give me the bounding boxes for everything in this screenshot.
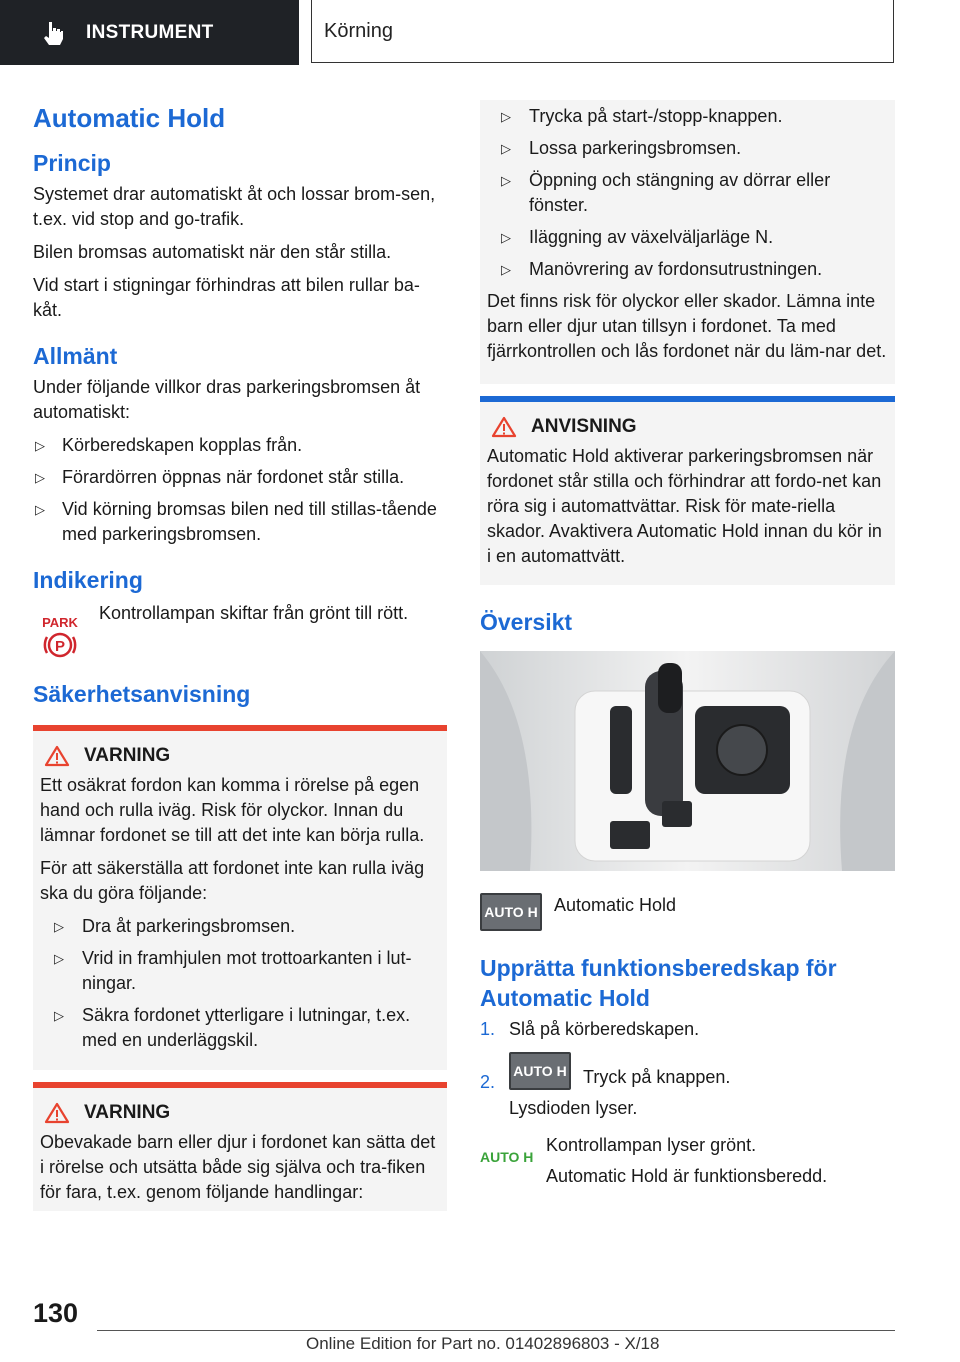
caption-text: Automatic Hold	[554, 895, 677, 915]
center-console-photo	[480, 651, 895, 871]
page-title: Automatic Hold	[33, 103, 226, 133]
section-label: INSTRUMENT	[86, 21, 214, 43]
button-caption-row	[480, 893, 895, 931]
page-number: 130	[33, 1298, 79, 1328]
triangle-bullet-icon: ▷	[501, 109, 511, 124]
svg-text:P: P	[54, 638, 66, 655]
hand-pointer-icon	[40, 20, 66, 46]
triangle-bullet-icon: ▷	[501, 173, 511, 188]
list-item: ▷ Öppning och stängning av dörrar eller fönster.	[501, 170, 831, 215]
triangle-bullet-icon: ▷	[501, 262, 511, 277]
warning-box	[33, 1082, 447, 1211]
condition-list	[33, 433, 447, 547]
notice-box	[480, 396, 895, 585]
triangle-bullet-icon: ▷	[501, 230, 511, 245]
svg-text:PARK: PARK	[42, 615, 78, 630]
triangle-bullet-icon: ▷	[54, 919, 64, 934]
upprata-heading: Upprätta funktionsberedskap för Automatic Hold	[480, 955, 837, 1011]
list-item: ▷ Dra åt parkeringsbromsen.	[40, 914, 440, 939]
indikering-heading: Indikering	[33, 567, 143, 593]
warning-title: VARNING	[40, 1102, 440, 1124]
paragraph: Under följande villkor dras parkeringsbromsen åt automatiskt:	[33, 377, 421, 422]
warning-box	[33, 725, 447, 1070]
list-item: ▷ Körberedskapen kopplas från.	[33, 433, 447, 458]
list-item: ▷ Trycka på start-/stopp-knappen.	[487, 104, 888, 129]
footer-divider	[97, 1330, 895, 1331]
warning-triangle-icon	[44, 1102, 70, 1124]
ready-text: Automatic Hold är funktionsberedd.	[546, 1166, 828, 1186]
paragraph: Ett osäkrat fordon kan komma i rörelse på egen hand och rulla iväg. Risk för olyckor. Innan du lämnar fordonet se till att det inte kan börja rulla.	[40, 775, 425, 845]
chapter-tab	[311, 0, 894, 63]
warning-triangle-icon	[44, 745, 70, 767]
warning-list	[40, 914, 440, 1053]
princip-heading: Princip	[33, 150, 111, 176]
warning-continuation-box	[480, 100, 895, 384]
right-column	[480, 100, 895, 1189]
paragraph: Obevakade barn eller djur i fordonet kan sätta det i rörelse och utsätta både sig själva och tra-fiken för fara, t.ex. genom följande handlingar:	[40, 1132, 436, 1202]
list-item: ▷ Manövrering av fordonsutrustningen.	[487, 257, 888, 282]
list-item: ▷ Vid körning bromsas bilen ned till stillas-tående med parkeringsbromsen.	[35, 499, 437, 544]
step-list	[480, 1017, 895, 1121]
triangle-bullet-icon: ▷	[54, 1008, 64, 1023]
notice-title: ANVISNING	[487, 416, 888, 438]
chapter-label: Körning	[324, 19, 393, 42]
indicator-text: Kontrollampan skiftar från grönt till rött.	[99, 603, 409, 623]
page-header	[0, 0, 960, 66]
green-indicator-row	[480, 1133, 895, 1189]
paragraph: Systemet drar automatiskt åt och lossar brom-sen, t.ex. vid stop and go-trafik.	[33, 184, 436, 229]
list-item: ▷ Säkra fordonet ytterligare i lutningar, t.ex. med en underläggskil.	[54, 1005, 411, 1050]
allmant-heading: Allmänt	[33, 343, 118, 369]
indicator-row	[33, 601, 447, 659]
warning-list	[487, 104, 888, 282]
list-item: ▷ Iläggning av växelväljarläge N.	[487, 225, 888, 250]
triangle-bullet-icon: ▷	[501, 141, 511, 156]
triangle-bullet-icon: ▷	[35, 438, 45, 453]
auto-hold-button[interactable]: AUTO H	[509, 1052, 571, 1090]
auto-hold-button[interactable]: AUTO H	[480, 893, 542, 931]
triangle-bullet-icon: ▷	[35, 502, 45, 517]
step-item: 1. Slå på körberedskapen.	[480, 1019, 700, 1039]
triangle-bullet-icon: ▷	[54, 951, 64, 966]
oversikt-heading: Översikt	[480, 609, 573, 635]
section-tab	[0, 0, 299, 65]
list-item: ▷ Lossa parkeringsbromsen.	[487, 136, 888, 161]
paragraph: För att säkerställa att fordonet inte kan rulla iväg ska du göra följande:	[40, 858, 425, 903]
paragraph: Det finns risk för olyckor eller skador. Lämna inte barn eller djur utan tillsyn i fordonet. Ta med fjärrkontrollen och lås fordonet när du läm-nar det.	[487, 291, 887, 361]
paragraph: Bilen bromsas automatiskt när den står stilla.	[33, 242, 392, 262]
center-console-illustration	[480, 651, 895, 871]
paragraph: Automatic Hold aktiverar parkeringsbromsen när fordonet står stilla och förhindrar att fordo-net kan röra sig i automattvättar. Risk för mate-riella skador. Avaktivera Automatic Hold innan du kör in i en automattvätt.	[487, 446, 882, 566]
paragraph: Vid start i stigningar förhindras att bilen rullar ba-kåt.	[33, 275, 420, 320]
lamp-text: Kontrollampan lyser grönt.	[546, 1135, 757, 1155]
warning-title: VARNING	[40, 745, 440, 767]
step-item: 2. AUTO H Tryck på knappen. Lysdioden lyser.	[480, 1052, 895, 1121]
auto-hold-green-icon: AUTO H	[480, 1149, 534, 1165]
triangle-bullet-icon: ▷	[35, 470, 45, 485]
sakerhet-heading: Säkerhetsanvisning	[33, 681, 251, 707]
footer-edition: Online Edition for Part no. 01402896803 - X/18	[306, 1334, 660, 1353]
list-item: ▷ Vrid in framhjulen mot trottoarkanten i lut-ningar.	[54, 948, 412, 993]
left-column	[33, 100, 447, 1211]
park-brake-icon	[33, 613, 87, 659]
notice-triangle-icon	[491, 416, 517, 438]
list-item: ▷ Förardörren öppnas när fordonet står stilla.	[33, 465, 447, 490]
